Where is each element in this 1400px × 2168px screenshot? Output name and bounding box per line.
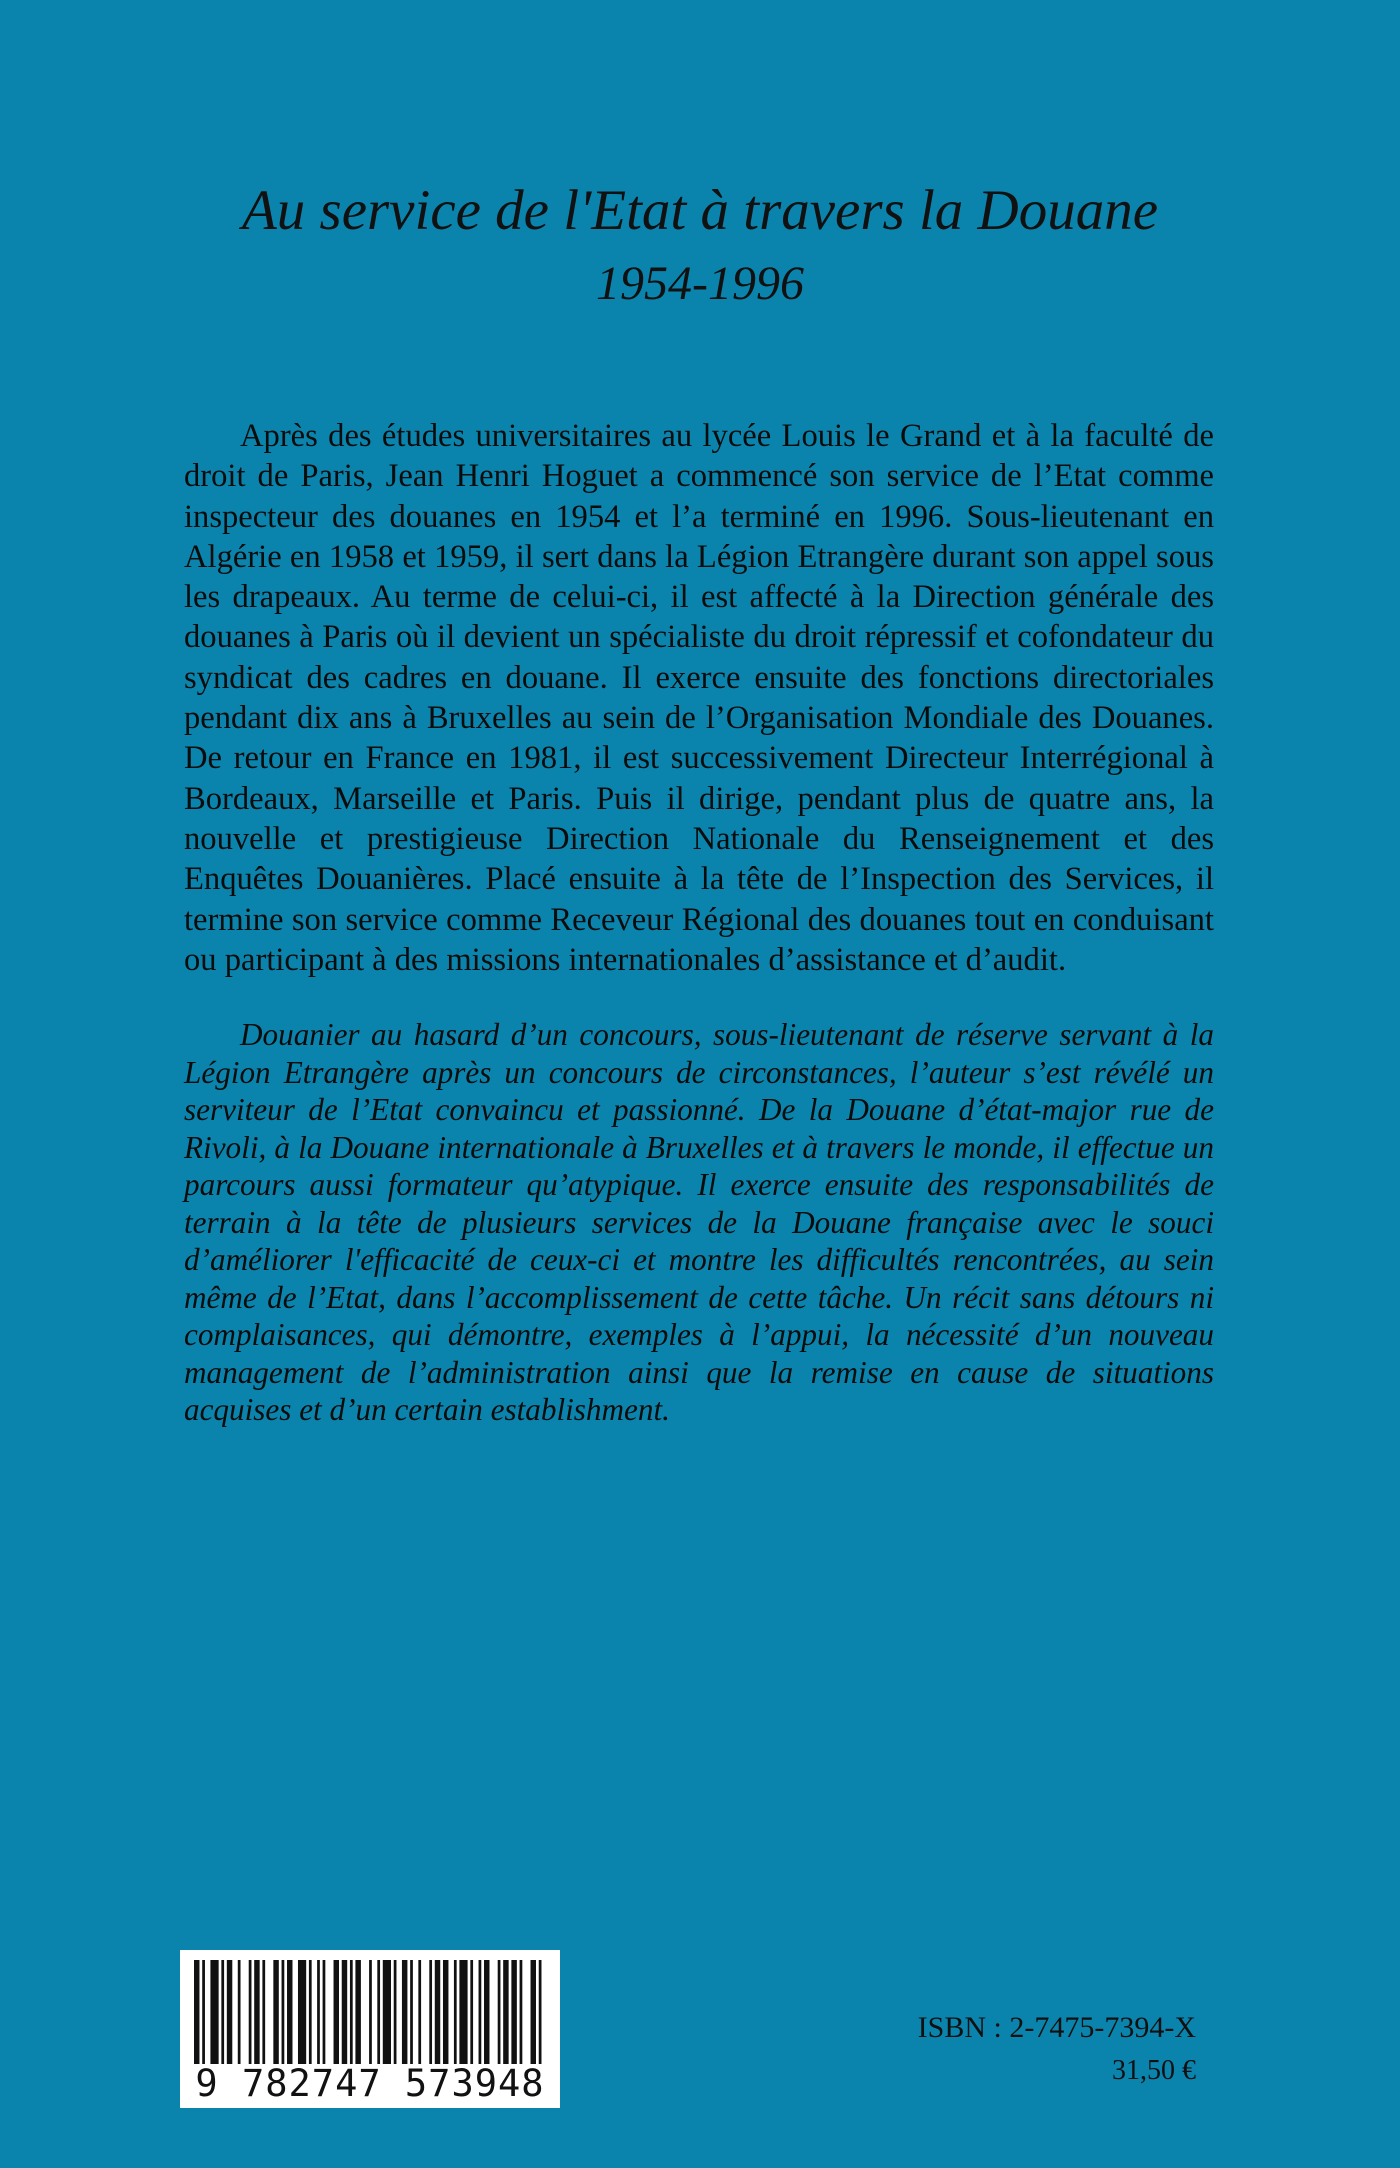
barcode-bar — [511, 1960, 516, 2070]
barcode-bar — [369, 1960, 372, 2070]
barcode-bar — [377, 1960, 380, 2070]
book-subtitle-years: 1954-1996 — [596, 257, 804, 310]
barcode-bar — [249, 1960, 252, 2070]
author-biography-paragraph: Après des études universitaires au lycée Louis le Grand et à la faculté de droit de Paris, Jean Henri Hoguet a commencé son service de l’Etat comme inspecteur des douanes en 1954 et l’a terminé en 1996. Sous-lieutenant en Algérie en 1958 et 1959, il sert dans la Légion Etrangère durant son appel sous les drapeaux. Au terme de celui-ci, il est affecté à la Direction générale des douanes à Paris où il devient un spécialiste du droit répressif et cofondateur du syndicat des cadres en douane. Il exerce ensuite des fonctions directoriales pendant dix ans à Bruxelles au sein de l’Organisation Mondiale des Douanes. De retour en France en 1981, il est successivement Directeur Interrégional à Bordeaux, Marseille et Paris. Puis il dirige, pendant plus de quatre ans, la nouvelle et prestigieuse Direction Nationale du Renseignement et des Enquêtes Douanières. Placé ensuite à la tête de l’Inspection des Services, il termine son service comme Receveur Régional des douanes tout en conduisant ou participant à des missions internationales d’assistance et d’audit. — [184, 418, 1214, 978]
barcode-bar — [454, 1960, 457, 2070]
barcode-bar — [383, 1960, 391, 2070]
barcode-bar — [287, 1960, 292, 2070]
barcode-bar — [435, 1960, 440, 2070]
barcode-bar — [202, 1960, 205, 2070]
barcode-bar — [227, 1960, 232, 2070]
barcode-bar — [459, 1960, 467, 2070]
barcode-bar — [520, 1960, 523, 2070]
isbn-number: ISBN : 2-7475-7394-X — [917, 2011, 1196, 2044]
barcode-bar — [479, 1960, 482, 2070]
barcode-bar — [210, 1960, 218, 2070]
book-summary-paragraph: Douanier au hasard d’un concours, sous-lieutenant de réserve servant à la Légion Etrangère après un concours de circonstances, l’auteur s’est révélé un serviteur de l’Etat convaincu et passionné. De la Douane d’état-major rue de Rivoli, à la Douane internationale à Bruxelles et à travers le monde, il effectue un parcours aussi formateur qu’atypique. Il exerce ensuite des responsabilités de terrain à la tête de plusieurs services de la Douane française avec le souci d’améliorer l'efficacité de ceux-ci et montre les difficultés rencontrées, au sein même de l’Etat, dans l’accomplissement de cette tâche. Un récit sans détours ni complaisances, qui démontre, exemples à l’appui, la nécessité d’un nouveau management de l’administration ainsi que la remise en cause de situations acquises et d’un certain establishment. — [184, 1017, 1214, 1427]
barcode-bar — [394, 1960, 397, 2070]
barcode-bar — [402, 1960, 407, 2070]
barcode-bar — [238, 1960, 241, 2070]
barcode-bar — [282, 1960, 285, 2070]
barcode-bar — [342, 1960, 347, 2070]
book-title: Au service de l'Etat à travers la Douane — [241, 179, 1159, 242]
barcode-bar — [531, 1960, 536, 2070]
barcode-bar — [470, 1960, 473, 2070]
barcode-bar — [273, 1960, 278, 2070]
barcode-bar — [221, 1960, 224, 2070]
barcode-bar — [309, 1960, 312, 2070]
barcode-bar — [350, 1960, 353, 2070]
barcode-bar — [498, 1960, 501, 2070]
barcode — [180, 1950, 560, 2108]
barcode-digits: 9 782747 573948 — [180, 2064, 560, 2104]
barcode-bar — [503, 1960, 508, 2070]
barcode-bar — [334, 1960, 339, 2070]
barcode-bar — [429, 1960, 432, 2070]
barcode-bar — [323, 1960, 326, 2070]
barcode-bar — [443, 1960, 448, 2070]
price-label: 31,50 € — [1112, 2055, 1196, 2086]
barcode-bar — [262, 1960, 265, 2070]
barcode-bar — [317, 1960, 320, 2070]
barcode-bar — [254, 1960, 259, 2070]
barcode-bar — [410, 1960, 413, 2070]
barcode-bar — [539, 1960, 542, 2070]
barcode-bar — [418, 1960, 421, 2070]
barcode-bar — [194, 1960, 199, 2070]
barcode-bar — [298, 1960, 306, 2070]
barcode-bar — [484, 1960, 489, 2070]
barcode-bar — [355, 1960, 360, 2070]
